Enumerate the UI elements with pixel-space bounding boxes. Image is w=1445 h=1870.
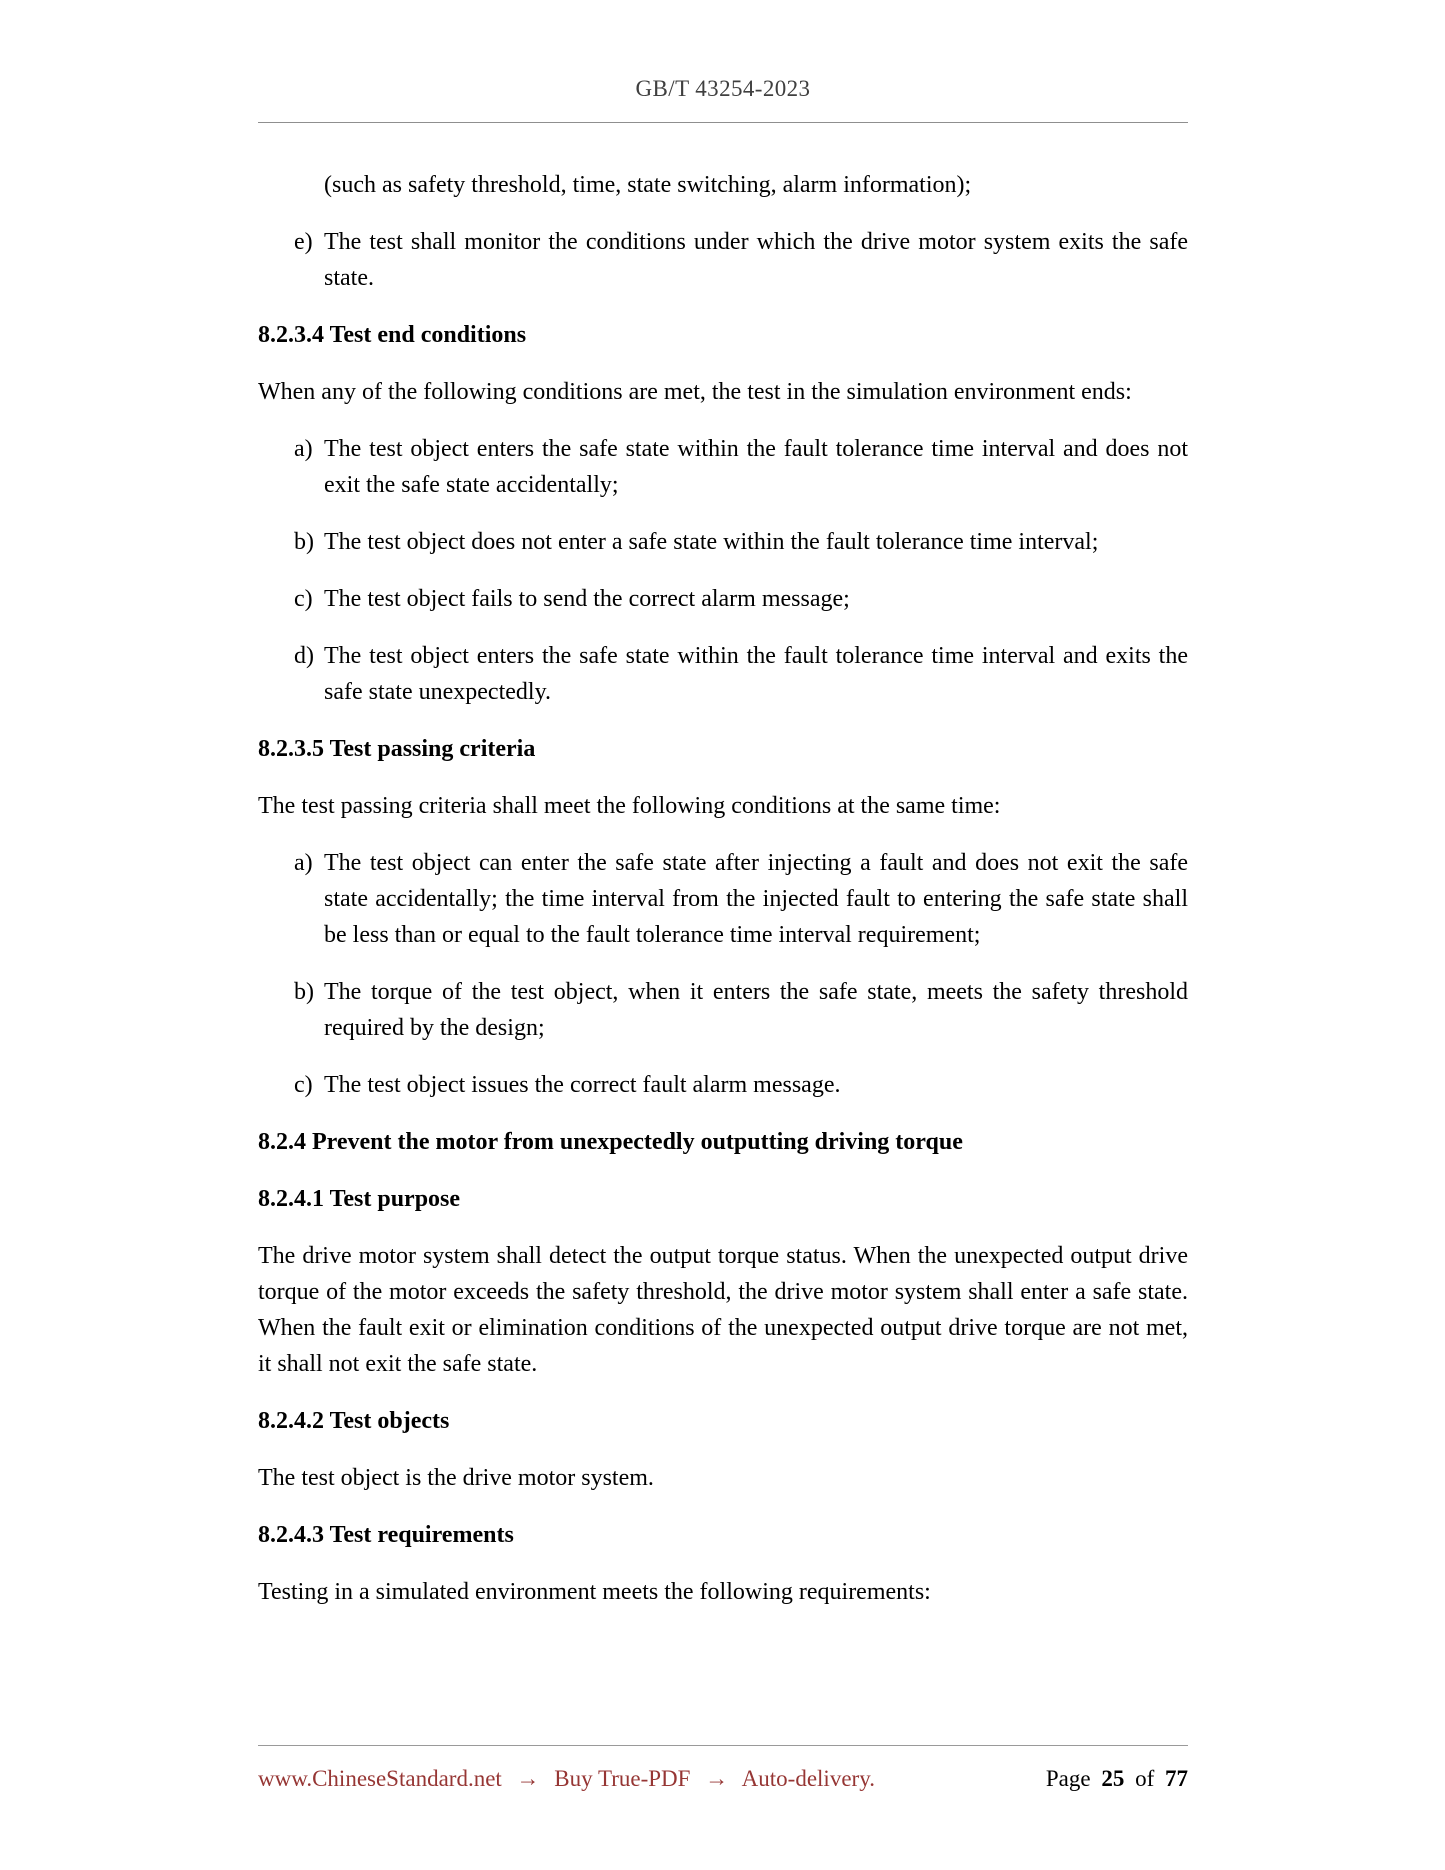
list-item: [294, 845, 1188, 953]
doc-number: GB/T 43254-2023: [635, 76, 811, 101]
paragraph: Testing in a simulated environment meets the following requirements:: [258, 1579, 931, 1605]
section-heading: 8.2.4.1 Test purpose: [258, 1186, 461, 1212]
section-heading: 8.2.4 Prevent the motor from unexpectedly outputting driving torque: [258, 1129, 963, 1155]
list-item: [294, 1067, 1188, 1103]
list-marker: b): [294, 979, 314, 1005]
list-item-text: The test object enters the safe state within the fault tolerance time interval and does not exit the safe state accidentally;: [324, 436, 1188, 498]
of-label: of: [1135, 1766, 1155, 1791]
list-item: [294, 638, 1188, 710]
list-marker: e): [294, 229, 313, 255]
document-body: [258, 167, 1188, 1610]
section-heading: 8.2.4.3 Test requirements: [258, 1522, 514, 1548]
arrow-right-icon: →: [516, 1766, 540, 1791]
current-page-number: 25: [1101, 1766, 1125, 1791]
section-heading: 8.2.3.5 Test passing criteria: [258, 736, 536, 762]
auto-delivery-label: Auto-delivery.: [741, 1766, 875, 1791]
page-footer: [258, 1745, 1188, 1792]
page-label: Page: [1045, 1766, 1091, 1791]
list-item-text: The test object enters the safe state within the fault tolerance time interval and exits the safe state unexpectedly.: [324, 643, 1188, 705]
list-item: [294, 224, 1188, 296]
list-item-text: The torque of the test object, when it enters the safe state, meets the safety threshold required by the design;: [324, 979, 1188, 1041]
paragraph: The test object is the drive motor system.: [258, 1465, 654, 1491]
paragraph: The drive motor system shall detect the output torque status. When the unexpected output drive torque of the motor exceeds the safety threshold, the drive motor system shall enter a safe state. When the fault exit or elimination conditions of the unexpected output drive torque are not met, it shall not exit the safe state.: [258, 1243, 1188, 1377]
section-heading: 8.2.3.4 Test end conditions: [258, 322, 527, 348]
list-marker: b): [294, 529, 314, 555]
header-divider: [258, 122, 1188, 123]
list-item-text: The test shall monitor the conditions under which the drive motor system exits the safe state.: [324, 229, 1188, 291]
list-item-text: The test object fails to send the correct alarm message;: [324, 586, 850, 612]
list-marker: a): [294, 436, 313, 462]
section-heading: 8.2.4.2 Test objects: [258, 1408, 450, 1434]
footer-divider: [258, 1745, 1188, 1746]
list-item-text: The test object does not enter a safe state within the fault tolerance time interval;: [324, 529, 1099, 555]
list-item: [294, 974, 1188, 1046]
arrow-right-icon: →: [705, 1766, 729, 1791]
paragraph: When any of the following conditions are met, the test in the simulation environment ends:: [258, 379, 1132, 405]
website-link[interactable]: www.ChineseStandard.net: [258, 1766, 502, 1791]
list-marker: c): [294, 586, 313, 612]
list-item: [294, 431, 1188, 503]
list-marker: c): [294, 1072, 313, 1098]
list-item-continuation: (such as safety threshold, time, state switching, alarm information);: [324, 172, 972, 198]
list-item-text: The test object issues the correct fault alarm message.: [324, 1072, 841, 1098]
list-item-text: The test object can enter the safe state after injecting a fault and does not exit the safe state accidentally; the time interval from the injected fault to entering the safe state shall be less than or equal to the fault tolerance time interval requirement;: [324, 850, 1188, 948]
total-page-number: 77: [1165, 1766, 1188, 1791]
paragraph: The test passing criteria shall meet the following conditions at the same time:: [258, 793, 1001, 819]
list-item: [294, 581, 1188, 617]
footer-source-line: [258, 1766, 875, 1792]
list-item: [294, 524, 1188, 560]
list-marker: d): [294, 643, 314, 669]
buy-pdf-label: Buy True-PDF: [554, 1766, 691, 1791]
page-indicator: [1046, 1766, 1188, 1792]
list-marker: a): [294, 850, 313, 876]
